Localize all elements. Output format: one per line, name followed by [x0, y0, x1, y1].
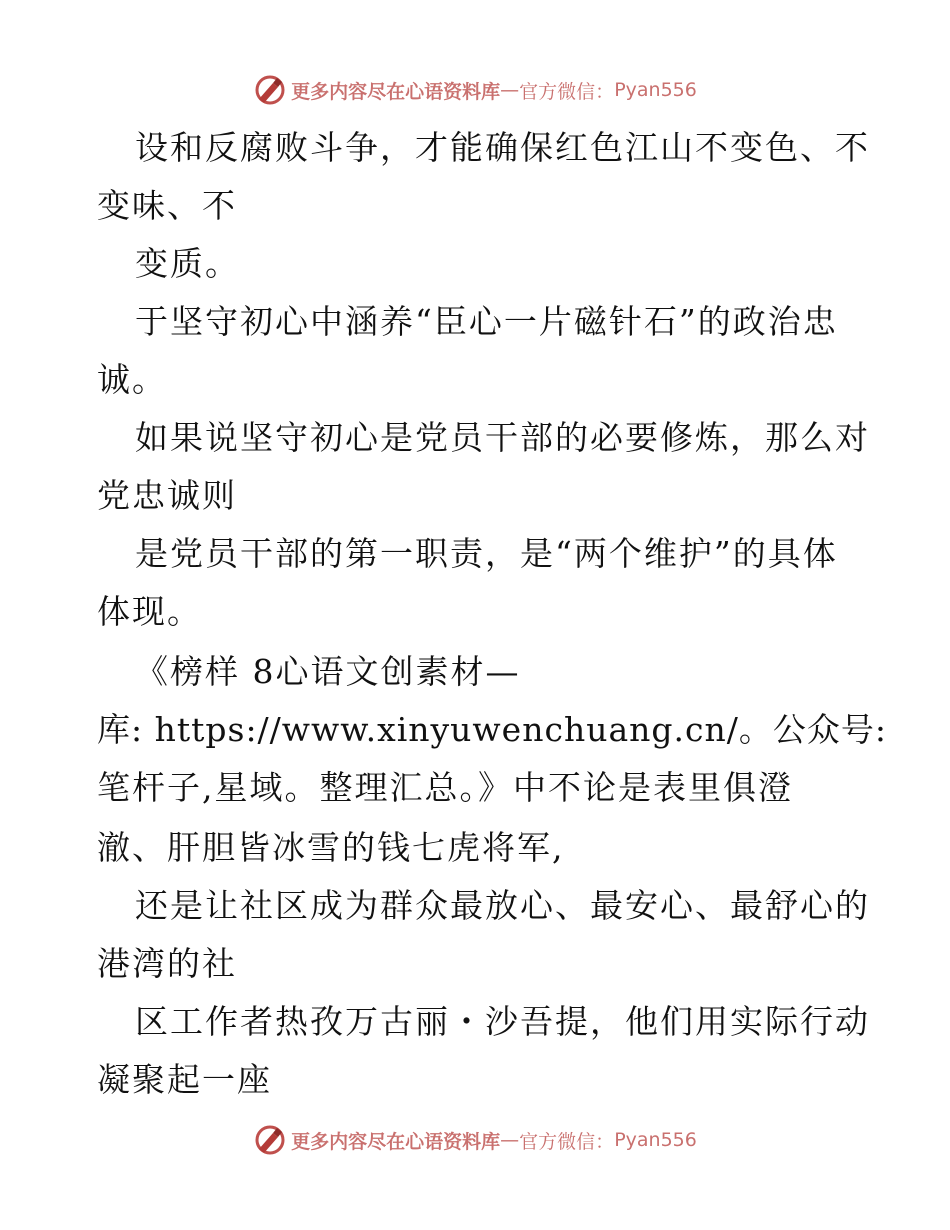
pen-logo-icon	[253, 73, 287, 107]
watermark-label: 官方微信：	[519, 1130, 615, 1153]
watermark-text: 更多内容尽在心语资料库	[291, 80, 501, 103]
body-line-2: 变味、不	[97, 186, 237, 225]
body-line-3: 变质。	[135, 244, 240, 283]
body-line-11: 库: https://www.xinyuwenchuang.cn/。公众号:	[97, 710, 887, 749]
footer-watermark	[0, 1120, 950, 1160]
body-line-9: 体现。	[97, 592, 202, 631]
header-watermark	[0, 70, 950, 110]
body-line-4: 于坚守初心中涵养“臣心一片磁针石”的政治忠	[135, 302, 838, 341]
body-line-1: 设和反腐败斗争，才能确保红色江山不变色、不	[135, 128, 870, 167]
body-line-14: 还是让社区成为群众最放心、最安心、最舒心的	[135, 886, 870, 925]
pen-logo-icon	[253, 1123, 287, 1157]
body-line-15: 港湾的社	[97, 944, 237, 983]
body-line-8: 是党员干部的第一职责，是“两个维护”的具体	[135, 534, 838, 573]
body-line-5: 诚。	[97, 360, 167, 399]
body-line-12: 笔杆子,星域。整理汇总。》中不论是表里俱澄	[97, 768, 793, 807]
watermark-dash: —	[500, 79, 520, 101]
watermark-id: Pyan556	[614, 1129, 697, 1151]
body-line-13: 澈、肝胆皆冰雪的钱七虎将军,	[97, 828, 565, 867]
body-line-16: 区工作者热孜万古丽・沙吾提，他们用实际行动	[135, 1002, 870, 1041]
body-line-17: 凝聚起一座	[97, 1060, 272, 1099]
watermark-label: 官方微信：	[519, 80, 615, 103]
body-line-7: 党忠诚则	[97, 476, 237, 515]
watermark-text: 更多内容尽在心语资料库	[291, 1130, 501, 1153]
watermark-id: Pyan556	[614, 79, 697, 101]
watermark-dash: —	[500, 1129, 520, 1151]
body-line-10: 《榜样 8心语文创素材—	[135, 652, 521, 691]
body-line-6: 如果说坚守初心是党员干部的必要修炼，那么对	[135, 418, 870, 457]
